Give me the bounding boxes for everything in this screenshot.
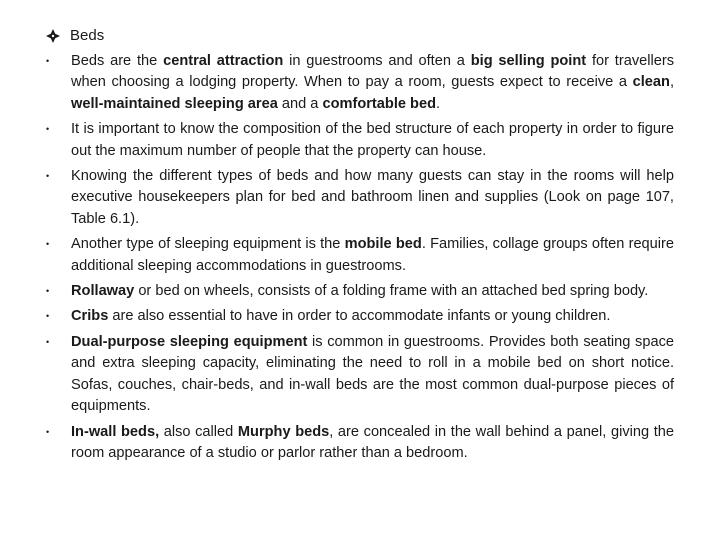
- bold-segment: clean: [632, 74, 670, 91]
- section-heading: [46, 26, 104, 46]
- diamond-bullet-icon: [46, 29, 60, 43]
- item-text: [71, 424, 674, 461]
- item-text: [71, 53, 674, 112]
- round-bullet-icon: •: [46, 171, 50, 182]
- text-segment: for travellers when choosing a lodging property. When to pay a room, guests expect to receive a: [71, 53, 674, 91]
- text-segment: Beds are the: [71, 53, 164, 69]
- text-segment: , are concealed in the wall behind a panel, giving the room appearance of a studio or parlor rather than a bedroom.: [71, 423, 674, 461]
- item-text: [71, 121, 674, 158]
- bold-segment: big selling point: [470, 53, 587, 69]
- round-bullet-icon: •: [46, 286, 50, 297]
- list-item: [46, 119, 674, 162]
- bold-segment: comfortable bed: [322, 95, 436, 112]
- text-segment: and a: [277, 95, 323, 112]
- text-segment: . Families, collage groups often require additional sleeping accommodations in guestrooms.: [71, 236, 675, 274]
- heading-text: Beds: [70, 27, 105, 44]
- text-segment: .: [436, 95, 441, 112]
- text-segment: are also essential to have in order to accommodate infants or young children.: [108, 308, 611, 325]
- bold-segment: Dual-purpose sleeping equipment: [71, 333, 308, 350]
- bold-segment: central attraction: [163, 53, 284, 69]
- bold-segment: Murphy beds: [237, 423, 330, 440]
- text-segment: It is important to know the composition of the bed structure of each property in order to figure out the maximum number of people that the property can house.: [71, 121, 674, 159]
- bullet-list: [46, 51, 674, 468]
- text-segment: ,: [669, 74, 674, 91]
- bold-segment: In-wall beds,: [71, 423, 160, 440]
- bold-segment: Rollaway: [71, 283, 135, 300]
- item-text: [71, 308, 610, 324]
- text-segment: or bed on wheels, consists of a folding frame with an attached bed spring body.: [134, 283, 649, 300]
- text-segment: in guestrooms and often a: [283, 53, 471, 69]
- item-text: [71, 168, 674, 227]
- round-bullet-icon: •: [46, 426, 50, 437]
- list-item: [46, 51, 674, 115]
- text-segment: also called: [159, 423, 238, 440]
- round-bullet-icon: •: [46, 56, 50, 66]
- round-bullet-icon: •: [46, 311, 50, 322]
- list-item: [46, 234, 674, 277]
- text-segment: Another type of sleeping equipment is the: [71, 236, 345, 253]
- item-text: [71, 283, 648, 299]
- list-item: [46, 281, 674, 302]
- list-item: [46, 306, 674, 327]
- text-segment: Knowing the different types of beds and how many guests can stay in the rooms will help executive housekeepers plan for bed and bathroom linen and supplies (Look on page 107, Table 6.1).: [71, 168, 674, 227]
- round-bullet-icon: •: [46, 336, 50, 347]
- item-text: [71, 334, 674, 414]
- list-item: [46, 422, 674, 465]
- bold-segment: mobile bed: [344, 236, 422, 253]
- text-segment: is common in guestrooms. Provides both seating space and extra sleeping capacity, eliminating the need to roll in a mobile bed on short notice. Sofas, couches, chair-beds, and in-wall beds are the most common dual-purpose pieces of equipments.: [71, 333, 674, 415]
- bold-segment: well-maintained sleeping area: [71, 95, 278, 112]
- item-text: [71, 236, 674, 273]
- list-item: [46, 166, 674, 230]
- round-bullet-icon: •: [46, 124, 50, 135]
- list-item: [46, 332, 674, 418]
- round-bullet-icon: •: [46, 239, 50, 250]
- bold-segment: Cribs: [71, 308, 109, 325]
